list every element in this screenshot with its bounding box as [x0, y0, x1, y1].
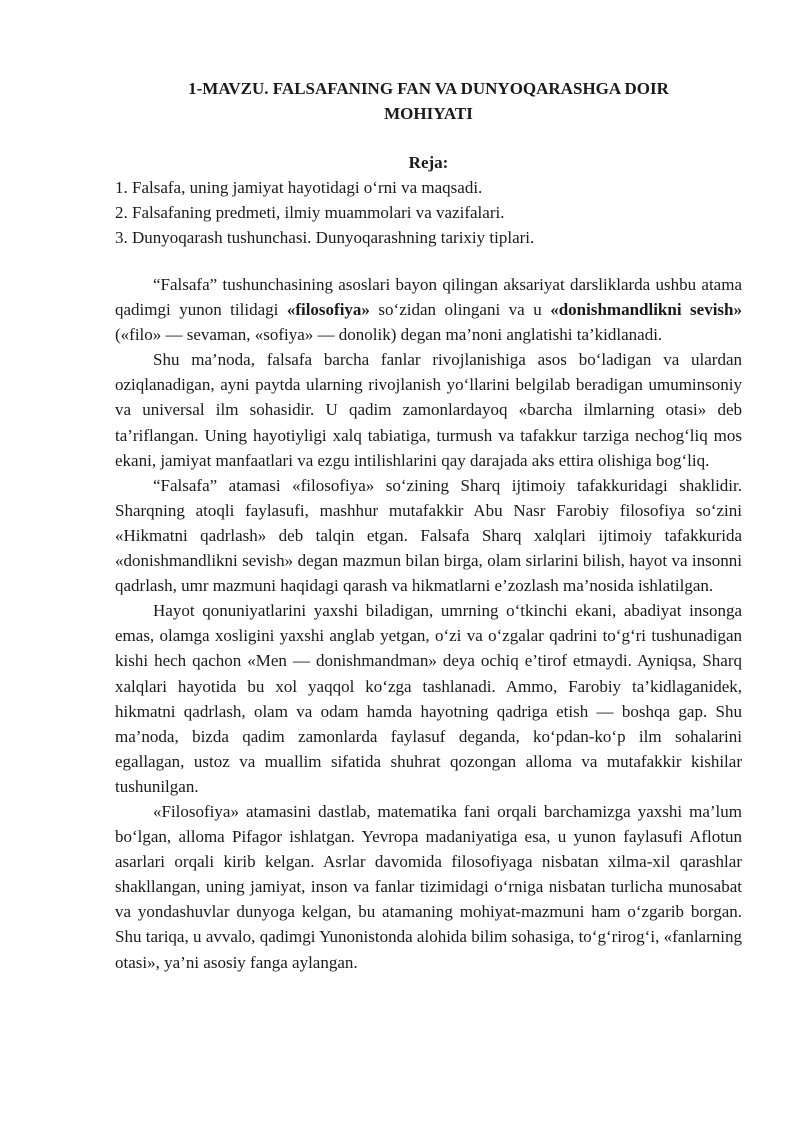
paragraph-1-part-c: so‘zidan olingani va u	[369, 300, 551, 320]
plan-item-1: 1. Falsafa, uning jamiyat hayotidagi o‘rni va maqsadi.	[115, 178, 483, 197]
term-donishmandlikni-sevish: «donishmandlikni sevish»	[550, 300, 742, 320]
plan-item-2: 2. Falsafaning predmeti, ilmiy muammolari va vazifalari.	[115, 203, 505, 222]
plan-item-3: 3. Dunyoqarash tushunchasi. Dunyoqarashning tarixiy tiplari.	[115, 228, 535, 247]
body-text	[115, 272, 742, 975]
term-filosofiya: «filosofiya»	[286, 300, 370, 320]
paragraph-4: Hayot qonuniyatlarini yaxshi biladigan, umrning o‘tkinchi ekani, abadiyat insonga emas, olamga xosligini yaxshi anglab yetgan, o‘zi va o‘zgalar qadrini to‘g‘ri tushunadigan kishi hech qachon «Men — donishmandman» deya ochiq e’tirof etmaydi. Ayniqsa, Sharq xalqlari hayotida bu xol yaqqol ko‘zga tashlanadi. Ammo, Farobiy ta’kidlaganidek, hikmatni qadrlash, olam va odam hamda hayotning qadriga etish — boshqa gap. Shu ma’noda, bizda qadim zamonlarda faylasuf deganda, ko‘pdan-ko‘p ilm sohalarini egallagan, ustoz va muallim sifatida shuhrat qozongan alloma va mutafakkir kishilar tushunilgan.	[115, 601, 742, 796]
title-line-2: MOHIYATI	[384, 104, 473, 123]
paragraph-2: Shu ma’noda, falsafa barcha fanlar rivojlanishiga asos bo‘ladigan va ulardan oziqlanadigan, ayni paytda ularning rivojlanish yo‘llarini belgilab beradigan umuminsoniy va universal ilm sohasidir. U qadim zamonlardayoq «barcha ilmlarning otasi» deb ta’riflangan. Uning hayotiyligi xalq tabiatiga, turmush va tafakkur tarziga nechog‘liq mos ekani, jamiyat manfaatlari va ezgu intilishlarini qay darajada aks ettira olishiga bog‘liq.	[115, 350, 742, 470]
plan-list	[115, 175, 742, 250]
paragraph-3: “Falsafa” atamasi «filosofiya» so‘zining Sharq ijtimoiy tafakkuridagi shaklidir. Sharqning atoqli faylasufi, mashhur mutafakkir Abu Nasr Farobiy filosofiya so‘zini «Hikmatni qadrlash» deb talqin etgan. Falsafa Sharq xalqlari ijtimoiy tafakkurida «donishmandlikni sevish» degan mazmun bilan birga, olam sirlarini bilish, hayot va insonni qadrlash, umr mazmuni haqidagi qarash va hikmatlarni e’zozlash ma’nosida ishlatilgan.	[115, 475, 742, 596]
title-line-1: 1-MAVZU. FALSAFANING FAN VA DUNYOQARASHGA DOIR	[188, 79, 669, 98]
paragraph-1	[115, 272, 742, 347]
document-title	[115, 76, 742, 126]
plan-heading: Reja:	[408, 153, 449, 172]
paragraph-5: «Filosofiya» atamasini dastlab, matematika fani orqali barchamizga yaxshi ma’lum bo‘lgan, alloma Pifagor ishlatgan. Yevropa madaniyatiga esa, u yunon faylasufi Aflotun asarlari orqali kirib kelgan. Asrlar davomida filosofiyaga nisbatan xilma-xil qarashlar shakllangan, uning jamiyat, inson va fanlar tizimidagi o‘rniga nisbatan turlicha munosabat va yondashuvlar dunyoga kelgan, bu atamaning mohiyat-mazmuni ham o‘zgarib borgan. Shu tariqa, u avvalo, qadimgi Yunonistonda alohida bilim sohasiga, to‘g‘rirog‘i, «fanlarning otasi», ya’ni asosiy fanga aylangan.	[115, 801, 742, 972]
paragraph-1-part-d: («filo» — sevaman, «sofiya» — donolik) degan ma’noni anglatishi ta’kidlanadi.	[115, 325, 663, 345]
paragraph-1-part-a: “Falsafa” tushunchasining asoslari bayon qilingan aksariyat darsliklarda ushbu atama qadimgi yunon tilidagi	[115, 275, 742, 320]
